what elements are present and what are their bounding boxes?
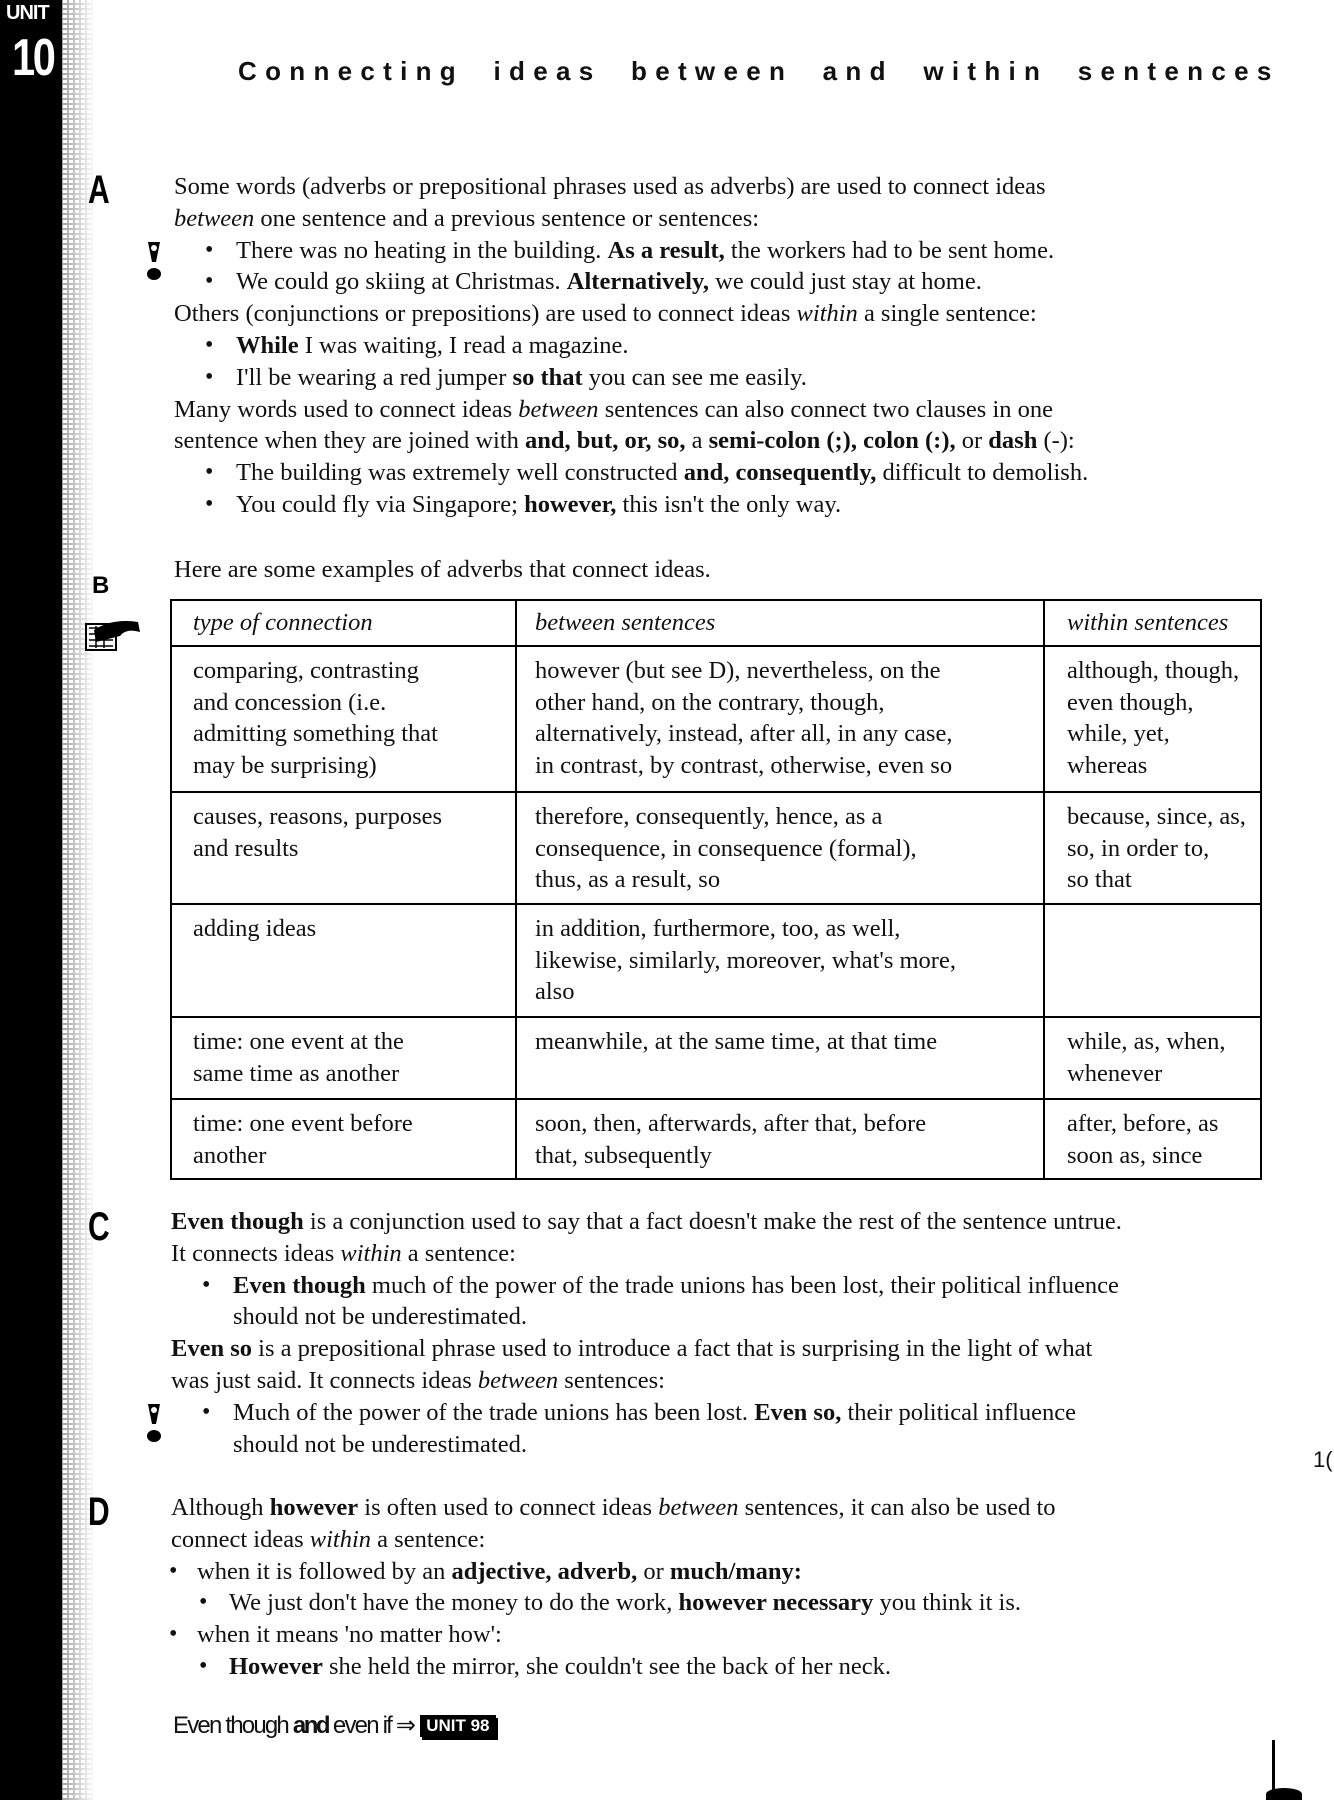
cell-between	[516, 792, 1044, 904]
text-segment: difficult to demolish.	[876, 459, 1089, 487]
unit-number: 10	[12, 29, 54, 87]
italic-text: between	[174, 204, 255, 232]
bold-text: and, consequently,	[683, 459, 877, 487]
text-segment: sentences:	[558, 1367, 665, 1394]
text-segment: It connects ideas	[171, 1239, 341, 1267]
text-segment: or	[637, 1557, 670, 1585]
text-segment: I was waiting, I read a magazine.	[298, 332, 629, 359]
cell-line: time: one event before	[193, 1110, 413, 1137]
text-line	[174, 298, 1037, 330]
cell-within	[1044, 792, 1261, 904]
exclamation-warning-icon	[144, 240, 164, 284]
cell-line: consequence, in consequence (formal),	[535, 834, 917, 862]
cross-ref-text: Even though	[173, 1712, 293, 1739]
cell-line: alternatively, instead, after all, in any case,	[535, 720, 953, 748]
cell-line: in addition, furthermore, too, as well,	[535, 915, 901, 942]
text-line	[171, 1365, 665, 1397]
text-line	[174, 171, 1046, 203]
bold-text: Even so	[171, 1335, 253, 1363]
text-line	[171, 1333, 1092, 1365]
text-segment: You could fly via Singapore;	[236, 491, 525, 518]
text-segment: The building was extremely well constructed	[236, 459, 684, 487]
cell-type	[171, 1099, 516, 1179]
bold-text: However	[229, 1653, 323, 1680]
bold-text: much/many:	[669, 1557, 802, 1585]
bullet-icon: •	[199, 1589, 208, 1616]
text-segment: Many words used to connect ideas	[174, 395, 519, 423]
cell-between	[516, 1017, 1044, 1099]
cross-ref-bold: and	[292, 1712, 329, 1739]
cell-between	[516, 1099, 1044, 1179]
section-letter-c: C	[88, 1205, 110, 1249]
cell-within	[1044, 904, 1261, 1017]
bold-text: so that	[512, 363, 583, 391]
unit-tab-edge	[0, 0, 62, 1800]
bullet-icon: •	[169, 1557, 178, 1584]
cell-line: so that	[1067, 866, 1132, 894]
header-within-sentences: within sentences	[1044, 600, 1261, 646]
text-segment: We could go skiing at Christmas.	[236, 268, 567, 296]
text-segment: Although	[171, 1494, 270, 1521]
cell-line: and results	[193, 834, 299, 862]
cell-line: however (but see D), nevertheless, on the	[535, 657, 941, 684]
unit-98-link[interactable]: UNIT 98	[420, 1715, 495, 1737]
bold-text: however necessary	[678, 1589, 874, 1617]
italic-text: within	[796, 300, 858, 328]
cell-line: other hand, on the contrary, though,	[535, 688, 885, 716]
table-row	[171, 904, 1261, 1017]
cell-line: whenever	[1067, 1059, 1163, 1087]
text-line	[171, 1238, 516, 1270]
cell-line: admitting something that	[193, 720, 438, 748]
bullet-item	[236, 457, 1088, 489]
cell-line: time: one event at the	[193, 1028, 404, 1055]
text-segment: their political influence	[841, 1398, 1077, 1426]
cell-within	[1044, 1099, 1261, 1179]
table-row	[171, 1017, 1261, 1099]
section-letter-d: D	[88, 1490, 110, 1534]
unit-label: UNIT	[6, 2, 49, 24]
page-corner-mark	[1262, 1740, 1302, 1800]
text-segment: I'll be wearing a red jumper	[236, 363, 513, 391]
table-row	[171, 646, 1261, 792]
text-segment: a sentence:	[371, 1525, 486, 1553]
cell-line: because, since, as,	[1067, 803, 1246, 830]
cell-within	[1044, 646, 1261, 792]
text-segment: connect ideas	[171, 1525, 310, 1553]
cell-line: likewise, similarly, moreover, what's more,	[535, 946, 956, 974]
cell-line: so, in order to,	[1067, 834, 1210, 862]
text-segment: sentences, it can also be used to	[738, 1494, 1056, 1521]
table-header-row	[171, 600, 1261, 646]
text-segment: this isn't the only way.	[616, 491, 842, 518]
bold-text: adjective, adverb,	[451, 1557, 638, 1585]
text-line	[233, 1429, 527, 1461]
section-letter-b: B	[92, 572, 110, 599]
cell-type	[171, 1017, 516, 1099]
cross-ref-text-2: even if ⇒	[328, 1712, 415, 1739]
text-line	[174, 203, 759, 235]
cell-type	[171, 792, 516, 904]
bullet-icon: •	[205, 236, 214, 263]
text-segment: you can see me easily.	[582, 363, 807, 391]
text-segment: a sentence:	[401, 1239, 516, 1267]
cell-type	[171, 646, 516, 792]
cell-line: while, as, when,	[1067, 1028, 1226, 1055]
bullet-icon: •	[205, 332, 214, 358]
bullet-item	[197, 1619, 502, 1651]
cell-line: same time as another	[193, 1059, 400, 1087]
cell-within	[1044, 1017, 1261, 1099]
bullet-icon: •	[199, 1653, 208, 1679]
bold-text: however	[269, 1494, 359, 1521]
bold-text: As a result,	[607, 236, 725, 264]
cell-line: thus, as a result, so	[535, 866, 721, 894]
text-segment: a single sentence:	[857, 300, 1037, 328]
bullet-item	[233, 1270, 1119, 1302]
bullet-item	[236, 489, 841, 521]
cell-line: while, yet,	[1067, 720, 1170, 748]
text-segment: We just don't have the money to do the work,	[229, 1589, 679, 1617]
text-segment: sentence when they are joined with	[174, 427, 526, 455]
section-b-intro: Here are some examples of adverbs that connect ideas.	[174, 556, 711, 583]
bold-text: Even so,	[754, 1398, 842, 1426]
text-segment: There was no heating in the building.	[236, 236, 608, 264]
cell-line: causes, reasons, purposes	[193, 803, 443, 830]
text-segment: Much of the power of the trade unions has been lost.	[233, 1398, 755, 1426]
cell-line: soon, then, afterwards, after that, before	[535, 1110, 927, 1137]
cell-between	[516, 646, 1044, 792]
text-segment: one sentence and a previous sentence or sentences:	[254, 204, 760, 232]
text-segment: when it is followed by an	[197, 1557, 452, 1585]
header-between-sentences: between sentences	[516, 600, 1044, 646]
text-segment: a	[685, 427, 709, 455]
italic-text: between	[477, 1367, 559, 1394]
italic-text: within	[309, 1525, 372, 1553]
text-segment: or	[955, 427, 989, 455]
text-segment: Others (conjunctions or prepositions) are used to connect ideas	[174, 300, 797, 328]
book-reference-icon	[82, 614, 142, 652]
italic-text: between	[518, 395, 599, 423]
bullet-item	[236, 235, 1054, 267]
cell-line: meanwhile, at the same time, at that time	[535, 1028, 938, 1055]
bullet-icon: •	[205, 491, 214, 517]
text-segment: when it means 'no matter how':	[197, 1621, 502, 1649]
cell-line: whereas	[1067, 751, 1148, 779]
bold-text: and, but, or, so,	[525, 427, 686, 455]
cell-line: another	[193, 1141, 267, 1169]
text-segment: (-):	[1037, 427, 1075, 455]
text-line	[174, 425, 1075, 457]
text-segment: you think it is.	[873, 1589, 1022, 1617]
header-type-of-connection: type of connection	[171, 600, 516, 646]
bold-text: semi-colon (;), colon (:),	[708, 427, 956, 455]
page-title: Connecting ideas between and within sentences	[238, 56, 1280, 86]
text-segment: much of the power of the trade unions has been lost, their political influence	[365, 1271, 1119, 1299]
text-segment: is often used to connect ideas	[358, 1494, 659, 1521]
bullet-item	[236, 266, 982, 298]
text-segment: is a prepositional phrase used to introduce a fact that is surprising in the light of what	[252, 1335, 1093, 1363]
connectives-table	[170, 599, 1262, 1180]
bullet-item	[229, 1587, 1021, 1619]
cross-reference	[173, 1711, 496, 1740]
text-segment: Some words (adverbs or prepositional phrases used as adverbs) are used to connect ideas	[174, 173, 1046, 200]
cell-line: in contrast, by contrast, otherwise, even so	[535, 751, 953, 779]
bullet-item	[236, 330, 629, 362]
text-line	[171, 1492, 1056, 1524]
bold-text: While	[236, 332, 299, 359]
bullet-icon: •	[169, 1621, 178, 1648]
italic-text: between	[658, 1494, 739, 1521]
text-segment: she held the mirror, she couldn't see the back of her neck.	[322, 1653, 891, 1680]
cell-line: may be surprising)	[193, 751, 377, 779]
text-line	[171, 1524, 485, 1556]
text-segment: sentences can also connect two clauses in one	[598, 395, 1054, 423]
text-segment: we could just stay at home.	[709, 268, 982, 296]
bullet-icon: •	[202, 1271, 211, 1298]
section-letter-a: A	[88, 168, 110, 212]
cell-line: that, subsequently	[535, 1141, 712, 1169]
cell-line: therefore, consequently, hence, as a	[535, 803, 883, 830]
cell-line: adding ideas	[193, 915, 317, 942]
cell-line: although, though,	[1067, 657, 1240, 684]
cell-line: soon as, since	[1067, 1141, 1203, 1169]
bullet-item	[233, 1397, 1076, 1429]
cell-line: and concession (i.e.	[193, 688, 387, 716]
text-segment: the workers had to be sent home.	[724, 236, 1055, 264]
cell-line: even though,	[1067, 688, 1194, 716]
bold-text: dash	[988, 427, 1038, 455]
text-line	[233, 1301, 527, 1333]
text-segment: should not be underestimated.	[233, 1303, 527, 1331]
bold-text: however,	[524, 491, 617, 518]
cell-line: comparing, contrasting	[193, 657, 419, 684]
bullet-item	[236, 362, 807, 394]
bullet-item	[229, 1651, 891, 1683]
bullet-icon: •	[205, 363, 214, 390]
italic-text: within	[340, 1239, 402, 1267]
table-row	[171, 1099, 1261, 1179]
text-segment: is a conjunction used to say that a fact doesn't make the rest of the sentence untrue.	[303, 1208, 1122, 1235]
exclamation-warning-icon	[144, 1402, 164, 1446]
bold-text: Even though	[171, 1208, 304, 1235]
cell-line: after, before, as	[1067, 1110, 1219, 1137]
page-number: 1(	[1313, 1447, 1333, 1472]
text-segment: was just said. It connects ideas	[171, 1367, 478, 1394]
cell-type	[171, 904, 516, 1017]
text-line	[174, 394, 1053, 426]
cell-line: also	[535, 978, 575, 1006]
bullet-item	[197, 1556, 802, 1588]
bold-text: Alternatively,	[566, 268, 709, 296]
cell-between	[516, 904, 1044, 1017]
table-row	[171, 792, 1261, 904]
bullet-icon: •	[205, 459, 214, 486]
text-segment: should not be underestimated.	[233, 1430, 527, 1458]
text-line	[171, 1206, 1122, 1238]
bold-text: Even though	[233, 1271, 366, 1299]
bullet-icon: •	[205, 268, 214, 295]
bullet-icon: •	[202, 1398, 211, 1425]
